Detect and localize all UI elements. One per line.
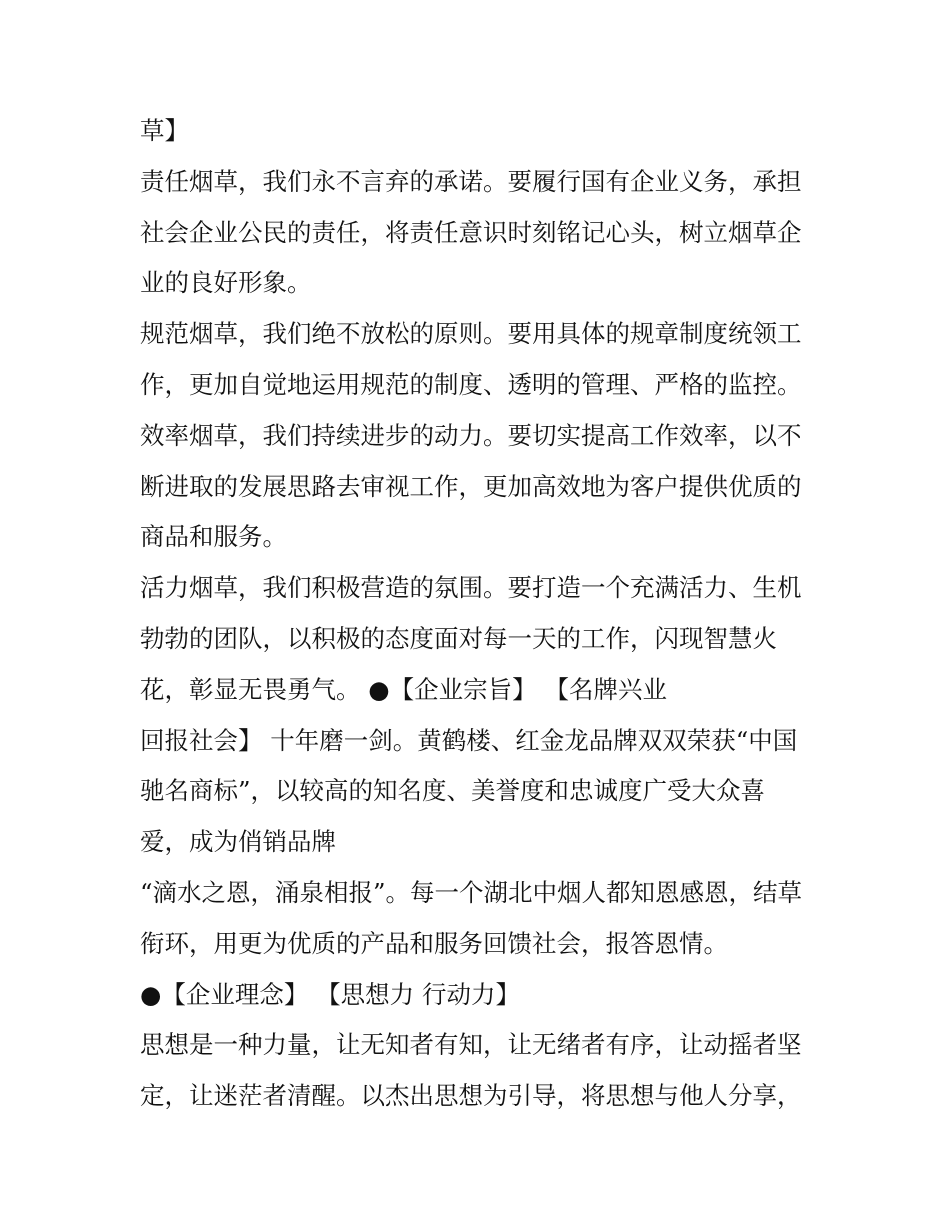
text-line: 规范烟草，我们绝不放松的原则。要用具体的规章制度统领工 <box>140 319 802 349</box>
text-line: 社会企业公民的责任，将责任意识时刻铭记心头，树立烟草企 <box>140 217 802 247</box>
text-line: 爱，成为俏销品牌 <box>140 827 336 857</box>
text-line: 业的良好形象。 <box>140 268 312 298</box>
text-line: 回报社会】 十年磨一剑。黄鹤楼、红金龙品牌双双荣获“中国 <box>140 725 798 755</box>
text-line: 作，更加自觉地运用规范的制度、透明的管理、严格的监控。 <box>140 369 802 399</box>
text-line: 衔环，用更为优质的产品和服务回馈社会，报答恩情。 <box>140 928 728 958</box>
text-line: 定，让迷茫者清醒。以杰出思想为引导，将思想与他人分享， <box>140 1081 802 1111</box>
text-line: 勃勃的团队，以积极的态度面对每一天的工作，闪现智慧火 <box>140 623 777 653</box>
text-line: 活力烟草，我们积极营造的氛围。要打造一个充满活力、生机 <box>140 573 802 603</box>
text-line: 商品和服务。 <box>140 522 287 552</box>
document-body <box>140 106 820 1122</box>
text-line: 草】 <box>140 116 189 145</box>
text-line: 思想是一种力量，让无知者有知，让无绪者有序，让动摇者坚 <box>140 1030 802 1060</box>
text-line: 驰名商标”，以较高的知名度、美誉度和忠诚度广受大众喜 <box>140 776 766 806</box>
text-line: 责任烟草，我们永不言弃的承诺。要履行国有企业义务，承担 <box>140 166 802 196</box>
text-line: 花，彰显无畏勇气。 ●【企业宗旨】 【名牌兴业 <box>140 674 667 704</box>
text-line: “滴水之恩，涌泉相报”。每一个湖北中烟人都知恩感恩，结草 <box>140 877 803 907</box>
text-line: 断进取的发展思路去审视工作，更加高效地为客户提供优质的 <box>140 471 802 501</box>
text-line: 效率烟草，我们持续进步的动力。要切实提高工作效率，以不 <box>140 420 802 450</box>
text-line: ●【企业理念】 【思想力 行动力】 <box>140 979 520 1009</box>
